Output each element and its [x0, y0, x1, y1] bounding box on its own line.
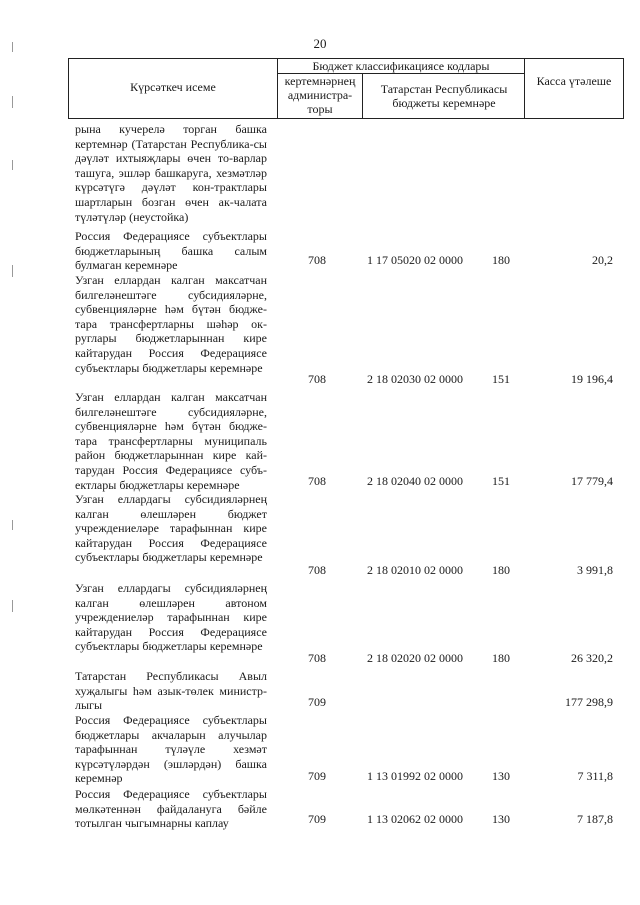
sub-code: 130 — [492, 812, 510, 826]
classification-code: 2 18 02040 02 0000 — [367, 474, 463, 488]
admin-code: 709 — [308, 695, 326, 709]
row-description: Узган еллардагы субсидияләрнең калган өлешләрен автоном учреждениеләр тарафыннан кире кайтарудан Россия Федерациясе субъектлары бюджетлары керемнәре — [75, 581, 267, 654]
indicator-name-header: Күрсәткеч исеме — [130, 80, 216, 94]
admin-code: 708 — [308, 563, 326, 577]
classification-code: 1 17 05020 02 0000 — [367, 253, 463, 267]
page-number: 20 — [313, 36, 327, 51]
cash-header: Касса үтәлеше — [536, 74, 612, 88]
admin-code: 708 — [308, 651, 326, 665]
row-description: Россия Федерациясе субъектлары бюджетларының башка салым булмаган керемнәре — [75, 229, 267, 273]
sub-code: 180 — [492, 651, 510, 665]
admin-code: 708 — [308, 474, 326, 488]
cash-amount: 7 187,8 — [577, 812, 613, 826]
margin-mark — [12, 600, 13, 612]
sub-code: 130 — [492, 769, 510, 783]
row-description: Татарстан Республикасы Авыл хуҗалыгы һәм азык-төлек министр-лыгы — [75, 669, 267, 713]
cash-amount: 17 779,4 — [571, 474, 613, 488]
cash-amount: 26 320,2 — [571, 651, 613, 665]
classification-code: 2 18 02010 02 0000 — [367, 563, 463, 577]
admin-header: кертемнәрнең администра-торы — [284, 74, 356, 116]
sub-code: 180 — [492, 253, 510, 267]
row-description: Узган еллардан калган максатчан билгеләнештәге субсидияләрне, субвенцияләрне һәм бүтән бюдже-тара трансфертларны шәһәр ок-руглары бюджетларыннан кире кайтарудан Россия Федерациясе субъектлары бюджетлары керемнәре — [75, 273, 267, 375]
cash-amount: 20,2 — [592, 253, 613, 267]
classification-code: 2 18 02030 02 0000 — [367, 372, 463, 386]
cash-amount: 19 196,4 — [571, 372, 613, 386]
classification-code: 2 18 02020 02 0000 — [367, 651, 463, 665]
budget-codes-header: Бюджет классификациясе кодлары — [312, 59, 490, 73]
row-description: Узган еллардан калган максатчан билгеләнештәге субсидияләрне, субвенцияләрне һәм бүтән бюдже-тара трансфертларны муниципаль район бюджетларыннан кире кай-тарудан Россия Федерациясе субъ-ектлары бюджетлары керемнәре — [75, 390, 267, 492]
classification-code: 1 13 02062 02 0000 — [367, 812, 463, 826]
revenue-header: Татарстан Республикасы бюджеты керемнәре — [380, 82, 508, 110]
cash-amount: 3 991,8 — [577, 563, 613, 577]
margin-mark — [12, 96, 13, 108]
sub-code: 151 — [492, 372, 510, 386]
row-description: рына кучерелә торган башка кертемнәр (Татарстан Республика-сы дәүләт ихтыяҗлары өчен то-варлар ташуга, эшләр башкаруга, хезмәтләр күрсәтүгә дәүләт кон-трактлары шартларын бозган өчен ак-чалата түләтүләр (неустойка) — [75, 122, 267, 224]
row-description: Россия Федерациясе субъектлары мөлкәтеннән файдалануга бәйле тотылган чыгымнарны каплау — [75, 787, 267, 831]
admin-code: 708 — [308, 372, 326, 386]
margin-mark — [12, 265, 13, 277]
row-description: Россия Федерациясе субъектлары бюджетлары акчаларын алучылар тарафыннан түләүле хезмәт күрсәтүләрдән (эшләрдән) башка керемнәр — [75, 713, 267, 786]
admin-code: 708 — [308, 253, 326, 267]
classification-code: 1 13 01992 02 0000 — [367, 769, 463, 783]
sub-code: 151 — [492, 474, 510, 488]
cash-amount: 177 298,9 — [565, 695, 613, 709]
margin-mark — [12, 160, 13, 170]
admin-code: 709 — [308, 769, 326, 783]
cash-amount: 7 311,8 — [577, 769, 613, 783]
sub-code: 180 — [492, 563, 510, 577]
row-description: Узган еллардагы субсидияләрнең калган өлешләрен бюджет учреждениеләре тарафыннан кире кайтарудан Россия Федерациясе субъектлары бюджетлары керемнәре — [75, 492, 267, 565]
admin-code: 709 — [308, 812, 326, 826]
margin-mark — [12, 520, 13, 530]
